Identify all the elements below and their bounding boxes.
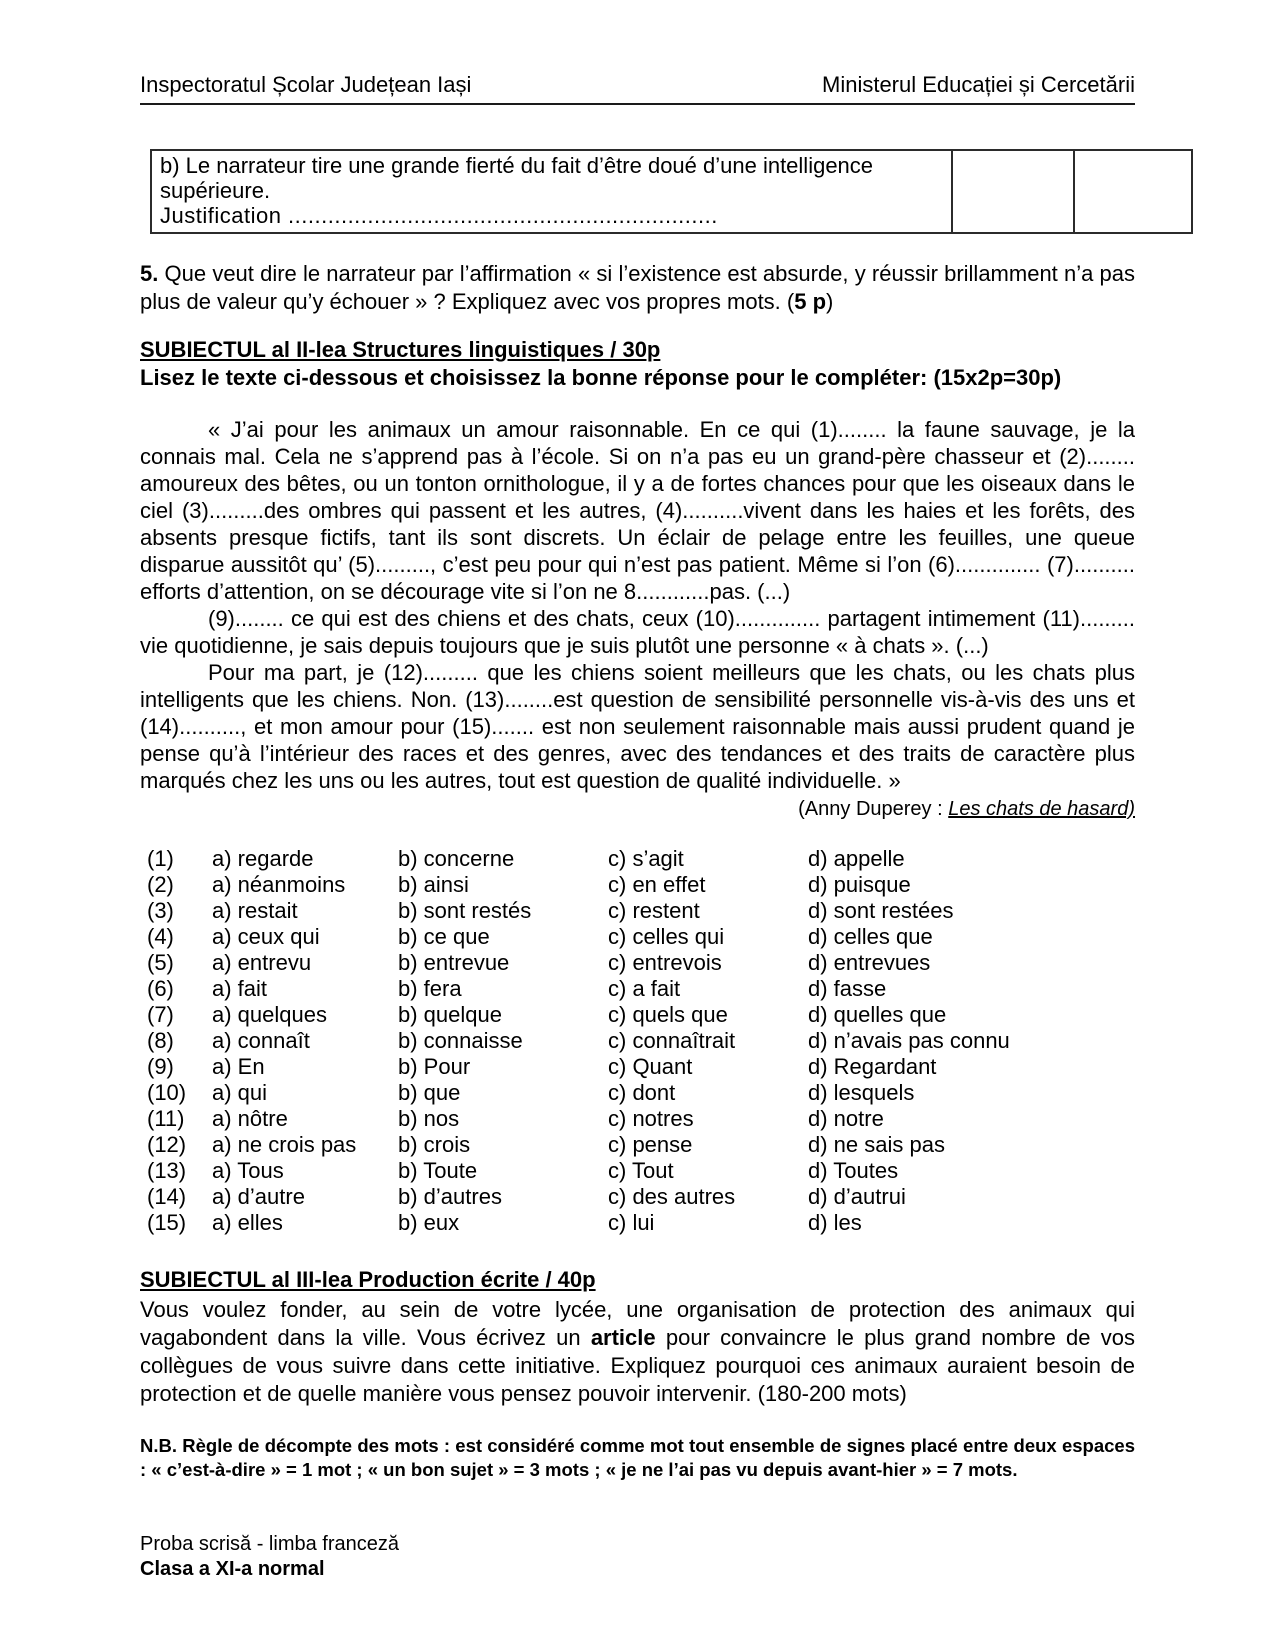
option-d: d) fasse [808, 976, 887, 1001]
option-a: a) néanmoins [212, 872, 346, 897]
option-d: d) lesquels [808, 1080, 915, 1105]
option-c: c) restent [608, 898, 700, 923]
option-b: b) crois [398, 1132, 471, 1157]
subiectul2-instruction: Lisez le texte ci-dessous et choisissez la bonne réponse pour le compléter: (15x2p=30p) [140, 365, 1062, 390]
option-b: b) quelque [398, 1002, 502, 1027]
task-bold-word: article [590, 1325, 656, 1350]
footer-line1: Proba scrisă - limba franceză [140, 1533, 399, 1555]
option-row [140, 1184, 1135, 1210]
page-footer [140, 1532, 399, 1582]
option-b: b) ce que [398, 924, 490, 949]
option-row [140, 1106, 1135, 1132]
option-d: d) Toutes [808, 1158, 899, 1183]
option-row [140, 950, 1135, 976]
score-cell-2 [1074, 150, 1192, 233]
exam-page [140, 0, 1135, 1482]
footer-line2: Clasa a XI-a normal [140, 1558, 325, 1580]
option-number: (5) [147, 950, 174, 975]
option-number: (12) [147, 1132, 187, 1157]
option-row [140, 872, 1135, 898]
option-row [140, 1028, 1135, 1054]
option-c: c) s’agit [608, 846, 684, 871]
option-d: d) quelles que [808, 1002, 947, 1027]
cloze-paragraph-1: « J’ai pour les animaux un amour raisonnable. En ce qui (1)........ la faune sauvage, je la connais mal. Cela ne s’apprend pas à l’école. Si on n’a pas eu un grand-père chasseur et (2)........ amoureux des bêtes, ou un tonton ornithologue, il y a de fortes chances pour que les oiseaux dans le ciel (3).........des ombres qui passent et les autres, (4)..........vivent dans les haies et les forêts, des absents presque fictifs, tant ils sont discrets. Un éclair de pelage entre les feuilles, une queue disparue aussitôt qu’ (5)........., c’est peu pour qui n’est pas patient. Même si l’on (6).............. (7).......... efforts d’attention, on se décourage vite si l’on ne 8............pas. (...) [140, 417, 1135, 604]
option-number: (6) [147, 976, 174, 1001]
option-b: b) entrevue [398, 950, 510, 975]
option-number: (13) [147, 1158, 187, 1183]
subiectul3-task [140, 1296, 1135, 1408]
option-b: b) concerne [398, 846, 515, 871]
attribution-title: Les chats de hasard) [948, 798, 1135, 820]
option-b: b) que [398, 1080, 461, 1105]
option-a: a) Tous [212, 1158, 284, 1183]
option-d: d) ne sais pas [808, 1132, 945, 1157]
option-a: a) entrevu [212, 950, 312, 975]
option-number: (8) [147, 1028, 174, 1053]
nb-note: N.B. Règle de décompte des mots : est considéré comme mot tout ensemble de signes placé entre deux espaces : « c’est-à-dire » = 1 mot ; « un bon sujet » = 3 mots ; « je ne l’ai pas vu depuis avant-hier » = 7 mots. [140, 1435, 1135, 1480]
option-a: a) ne crois pas [212, 1132, 357, 1157]
option-d: d) les [808, 1210, 862, 1235]
option-row [140, 924, 1135, 950]
cloze-paragraph-2: (9)........ ce qui est des chiens et des chats, ceux (10).............. partagent intimement (11)......... vie quotidienne, je sais depuis toujours que je suis plutôt une personne « à chats ». (...) [140, 606, 1135, 658]
option-a: a) d’autre [212, 1184, 305, 1209]
justification-line: Justification ................................................................. [160, 203, 718, 228]
option-c: c) des autres [608, 1184, 736, 1209]
option-d: d) n’avais pas connu [808, 1028, 1010, 1053]
option-number: (4) [147, 924, 174, 949]
option-d: d) notre [808, 1106, 884, 1131]
option-d: d) puisque [808, 872, 911, 897]
option-c: c) en effet [608, 872, 706, 897]
option-d: d) entrevues [808, 950, 931, 975]
option-a: a) connaît [212, 1028, 310, 1053]
option-number: (7) [147, 1002, 174, 1027]
task-text-1: Vous voulez fonder, au sein de votre lycée, une organisation de protection des animaux qui vagabondent dans la ville. Vous écrivez un [140, 1297, 1135, 1350]
option-b: b) d’autres [398, 1184, 502, 1209]
option-number: (10) [147, 1080, 187, 1105]
option-row [140, 1054, 1135, 1080]
score-cell-1 [952, 150, 1074, 233]
option-number: (9) [147, 1054, 174, 1079]
grading-table-row [151, 150, 1192, 233]
header-left-text: Inspectoratul Școlar Județean Iași [140, 72, 472, 97]
option-row [140, 1080, 1135, 1106]
option-number: (3) [147, 898, 174, 923]
option-row [140, 976, 1135, 1002]
task-text-2: pour convaincre le plus grand nombre de vos collègues de vous suivre dans cette initiative. Expliquez pourquoi ces animaux auraient besoin de protection et de quelle manière vous pensez pouvoir intervenir. (180-200 mots) [140, 1325, 1135, 1406]
option-c: c) Tout [608, 1158, 674, 1183]
option-row [140, 1002, 1135, 1028]
option-c: c) connaîtrait [608, 1028, 736, 1053]
option-a: a) restait [212, 898, 298, 923]
statement-text: b) Le narrateur tire une grande fierté du fait d’être doué d’une intelligence supérieure. [160, 153, 874, 203]
option-b: b) nos [398, 1106, 460, 1131]
option-c: c) Quant [608, 1054, 693, 1079]
subiectul2-heading: SUBIECTUL al II-lea Structures linguistiques / 30p [140, 337, 661, 362]
option-d: d) celles que [808, 924, 933, 949]
option-row [140, 1158, 1135, 1184]
option-d: d) appelle [808, 846, 905, 871]
statement-cell [151, 150, 952, 233]
option-d: d) Regardant [808, 1054, 937, 1079]
question-5-text: Que veut dire le narrateur par l’affirmation « si l’existence est absurde, y réussir brillamment n’a pas plus de valeur qu’y échouer » ? Expliquez avec vos propres mots. ( [140, 261, 1135, 314]
subiectul3-heading: SUBIECTUL al III-lea Production écrite / 40p [140, 1267, 596, 1292]
option-c: c) lui [608, 1210, 655, 1235]
option-b: b) eux [398, 1210, 460, 1235]
option-a: a) quelques [212, 1002, 327, 1027]
option-number: (15) [147, 1210, 187, 1235]
option-row [140, 846, 1135, 872]
option-b: b) sont restés [398, 898, 532, 923]
option-number: (14) [147, 1184, 187, 1209]
option-b: b) fera [398, 976, 462, 1001]
option-a: a) nôtre [212, 1106, 288, 1131]
question-5-close: ) [826, 289, 834, 314]
option-number: (1) [147, 846, 174, 871]
header-right-text: Ministerul Educației și Cercetării [822, 72, 1135, 97]
option-c: c) pense [608, 1132, 693, 1157]
options-list [140, 846, 1135, 1236]
page-header [140, 72, 1135, 105]
attribution [140, 796, 1135, 822]
question-5-points: 5 p [794, 289, 827, 314]
option-a: a) regarde [212, 846, 314, 871]
option-c: c) dont [608, 1080, 676, 1105]
option-b: b) ainsi [398, 872, 469, 897]
question-5 [140, 260, 1135, 316]
option-c: c) celles qui [608, 924, 725, 949]
option-a: a) ceux qui [212, 924, 320, 949]
option-a: a) En [212, 1054, 265, 1079]
option-c: c) quels que [608, 1002, 728, 1027]
option-d: d) d’autrui [808, 1184, 906, 1209]
cloze-paragraph-3: Pour ma part, je (12)......... que les chiens soient meilleurs que les chats, ou les chats plus intelligents que les chiens. Non. (13)........est question de sensibilité personnelle vis-à-vis des uns et (14).........., et mon amour pour (15)....... est non seulement raisonnable mais aussi prudent quand je pense qu’à l’intérieur des races et des genres, avec des tendances et des traits de caractère plus marqués chez les uns ou les autres, tout est question de qualité individuelle. » [140, 660, 1135, 793]
option-row [140, 898, 1135, 924]
grading-table [150, 149, 1193, 234]
option-row [140, 1132, 1135, 1158]
option-number: (11) [147, 1106, 185, 1131]
option-a: a) fait [212, 976, 268, 1001]
option-a: a) qui [212, 1080, 268, 1105]
attribution-author: (Anny Duperey : [798, 798, 949, 820]
option-b: b) Pour [398, 1054, 471, 1079]
option-b: b) connaisse [398, 1028, 523, 1053]
option-b: b) Toute [398, 1158, 478, 1183]
option-d: d) sont restées [808, 898, 954, 923]
option-number: (2) [147, 872, 174, 897]
option-c: c) a fait [608, 976, 681, 1001]
option-c: c) notres [608, 1106, 694, 1131]
option-a: a) elles [212, 1210, 283, 1235]
question-5-number: 5. [140, 261, 159, 286]
option-row [140, 1210, 1135, 1236]
option-c: c) entrevois [608, 950, 722, 975]
